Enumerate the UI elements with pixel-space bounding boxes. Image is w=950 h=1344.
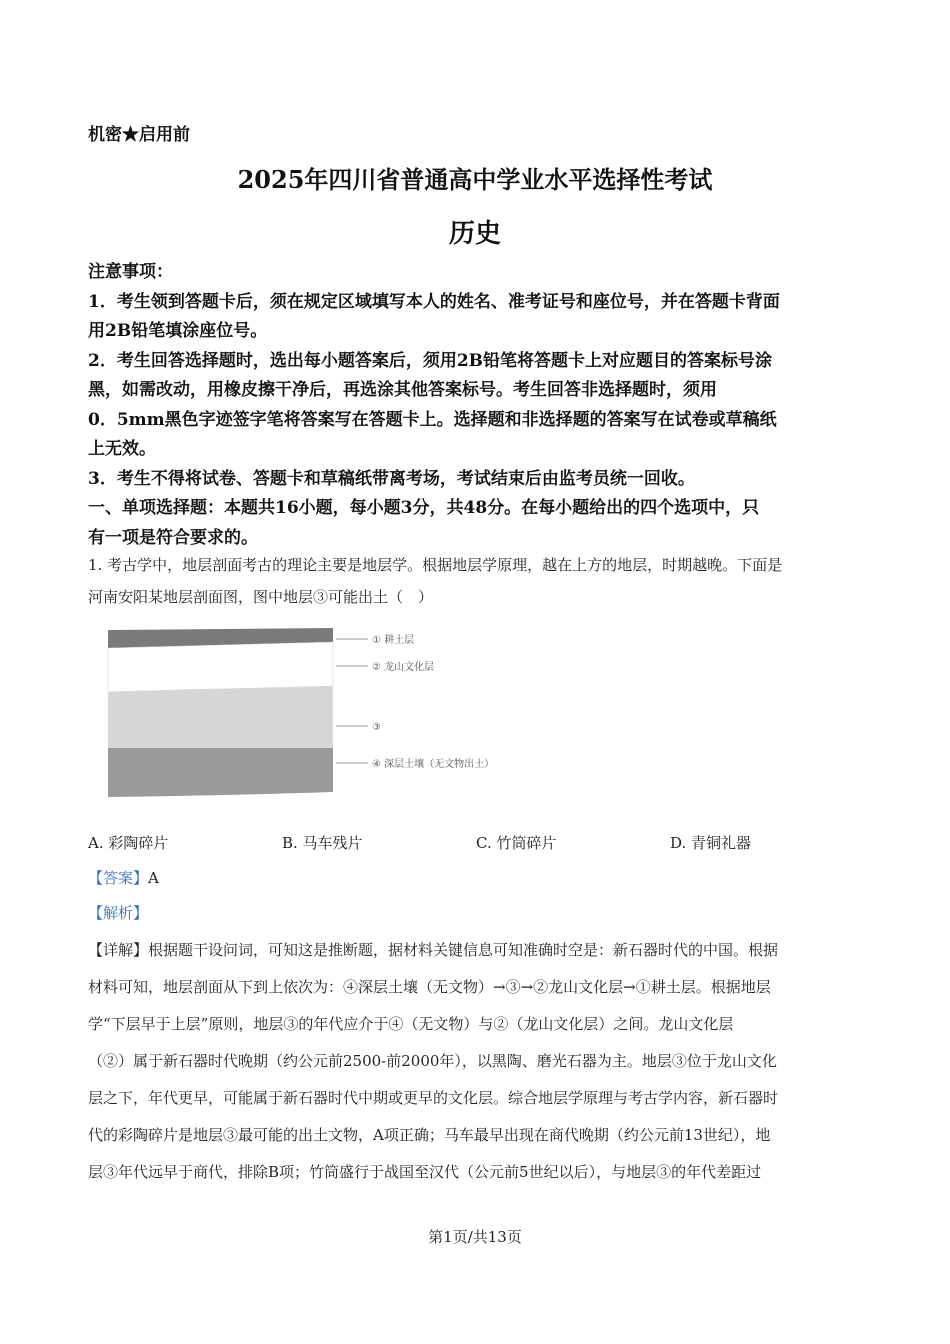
answer-value: A (148, 869, 159, 887)
option-d[interactable]: D. 青铜礼器 (670, 834, 752, 852)
detail-line: （②）属于新石器时代晚期（约公元前2500-前2000年），以黑陶、磨光石器为主。地层③位于龙山文化 (88, 1052, 777, 1070)
layer-3-band (108, 686, 333, 748)
layer-1-label: ① 耕土层 (372, 635, 415, 646)
confidential-mark: 机密★启用前 (88, 125, 190, 145)
detail-line: 材料可知，地层剖面从下到上依次为：④深层土壤（无文物）→③→②龙山文化层→①耕土层。根据地层 (88, 978, 771, 996)
question-line: 河南安阳某地层剖面图，图中地层③可能出土（ ） (88, 588, 434, 606)
instruction-line: 用2B铅笔填涂座位号。 (88, 321, 268, 341)
detail-line: 代的彩陶碎片是地层③最可能的出土文物，A项正确；马车最早出现在商代晚期（约公元前13世纪），地 (88, 1126, 771, 1144)
detail-line: 【详解】根据题干设问词，可知这是推断题，据材料关键信息可知准确时空是：新石器时代的中国。根据 (88, 941, 779, 959)
instructions (88, 258, 864, 553)
detail-tag: 【详解】 (88, 941, 149, 959)
option-c[interactable]: C. 竹筒碎片 (476, 834, 557, 852)
detail-line: 学“下层早于上层”原则，地层③的年代应介于④（无文物）与②（龙山文化层）之间。龙山文化层 (88, 1015, 734, 1033)
layer-2-label: ② 龙山文化层 (372, 662, 435, 673)
exam-title: 2025年四川省普通高中学业水平选择性考试 (237, 165, 713, 194)
instruction-line: 0．5mm黑色字迹签字笔将答案写在答题卡上。选择题和非选择题的答案写在试卷或草稿纸 (88, 409, 777, 430)
detail-line: 层③年代远早于商代，排除B项；竹筒盛行于战国至汉代（公元前5世纪以后），与地层③的年代差距过 (88, 1163, 762, 1181)
instruction-line: 注意事项： (88, 262, 173, 282)
answer-tag: 【答案】 (88, 869, 149, 887)
layer-4-label: ④ 深层土壤（无文物出土） (372, 759, 495, 770)
detail-line: 层之下，年代更早，可能属于新石器时代中期或更早的文化层。综合地层学原理与考古学内容，新石器时 (88, 1089, 779, 1107)
layer-3-label: ③ (372, 722, 381, 733)
option-b[interactable]: B. 马车残片 (282, 834, 363, 852)
answer-line (88, 867, 159, 888)
instruction-line: 3．考生不得将试卷、答题卡和草稿纸带离考场，考试结束后由监考员统一回收。 (88, 468, 695, 489)
layer-4-band (108, 748, 333, 797)
instruction-line: 2．考生回答选择题时，选出每小题答案后，须用2B铅笔将答题卡上对应题目的答案标号涂 (88, 350, 773, 371)
instruction-line: 黑，如需改动，用橡皮擦干净后，再选涂其他答案标号。考生回答非选择题时，须用 (88, 380, 717, 400)
analysis-tag: 【解析】 (88, 904, 149, 922)
question-line: 1. 考古学中，地层剖面考古的理论主要是地层学。根据地层学原理，越在上方的地层，时期越晚。下面是 (88, 556, 783, 574)
instruction-line: 1．考生领到答题卡后，须在规定区域填写本人的姓名、准考证号和座位号，并在答题卡背面 (88, 291, 780, 312)
section-heading: 一、单项选择题：本题共16小题，每小题3分，共48分。在每小题给出的四个选项中，只 (88, 498, 760, 518)
question-1-stem (88, 549, 864, 613)
instruction-line: 上无效。 (88, 439, 156, 459)
layer-2-band (108, 642, 333, 692)
section-heading: 有一项是符合要求的。 (88, 527, 258, 548)
answer-options (88, 832, 864, 858)
stratigraphy-figure (100, 620, 520, 805)
option-a[interactable]: A. 彩陶碎片 (88, 834, 169, 852)
detailed-explanation (88, 932, 864, 1191)
subject-title: 历史 (448, 219, 501, 249)
page-number: 第1页/共13页 (428, 1228, 522, 1246)
